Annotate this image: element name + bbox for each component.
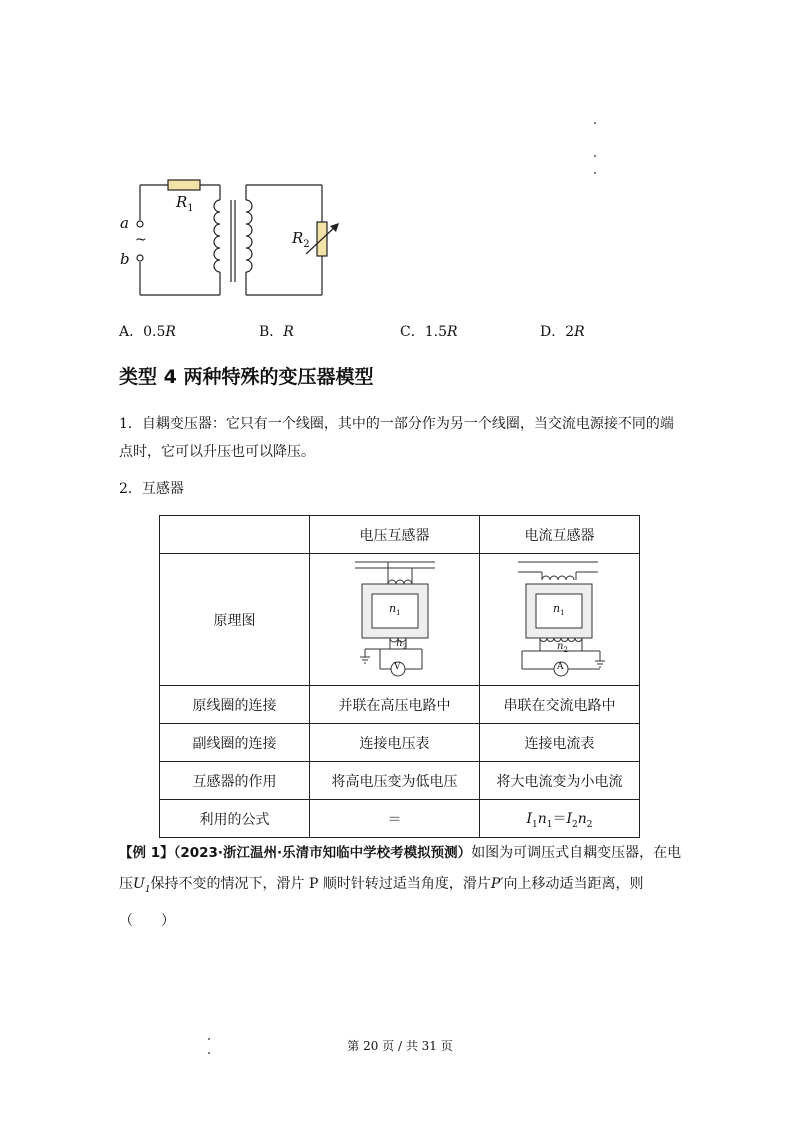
choice-b: B．R bbox=[259, 324, 294, 340]
terminal-b-label: b bbox=[120, 250, 130, 268]
n1-label: $n_1$ bbox=[553, 602, 565, 618]
table-cell: 将大电流变为小电流 bbox=[480, 762, 640, 800]
example-source: （2023·浙江温州·乐清市知临中学校考模拟预测） bbox=[173, 845, 472, 861]
table-header-row bbox=[160, 516, 640, 554]
page-mark bbox=[594, 122, 596, 124]
table-header-cell: 电流互感器 bbox=[480, 516, 640, 554]
section-heading: 类型 4 两种特殊的变压器模型 bbox=[119, 366, 374, 388]
u1-symbol: $U_1$ bbox=[133, 876, 151, 895]
table-cell: 原线圈的连接 bbox=[160, 686, 310, 724]
page-number-footer: 第 20 页 / 共 31 页 bbox=[347, 1039, 453, 1053]
table-header-cell bbox=[160, 516, 310, 554]
example-question: 【例 1】（2023·浙江温州·乐清市知临中学校考模拟预测）如图为可调压式自耦变压器，在电压$U_1$保持不变的情况下，滑片 P 顺时针转过适当角度，滑片P′向上移动适当距离，则（ ） bbox=[119, 845, 682, 929]
resistor-r2-label: $R_2$ bbox=[292, 229, 310, 250]
p-prime-symbol: P′ bbox=[490, 876, 504, 892]
table-cell: 连接电流表 bbox=[480, 724, 640, 762]
current-transformer-diagram-cell bbox=[480, 554, 640, 686]
voltage-transformer-diagram-cell bbox=[310, 554, 480, 686]
table-cell: 并联在高压电路中 bbox=[310, 686, 480, 724]
page-mark bbox=[594, 155, 596, 157]
table-cell: 副线圈的连接 bbox=[160, 724, 310, 762]
instrument-transformer-table bbox=[159, 515, 640, 838]
table-header-cell: 电压互感器 bbox=[310, 516, 480, 554]
table-row bbox=[160, 686, 640, 724]
table-cell: 将高电压变为低电压 bbox=[310, 762, 480, 800]
table-row bbox=[160, 762, 640, 800]
item-autotransformer: 1．自耦变压器：它只有一个线圈，其中的一部分作为另一个线圈，当交流电源接不同的端点时，它可以升压也可以降压。 bbox=[119, 416, 674, 460]
table-cell: 利用的公式 bbox=[160, 800, 310, 838]
n1-label: $n_1$ bbox=[389, 602, 401, 618]
example-tag: 【例 1】 bbox=[119, 845, 174, 861]
table-row bbox=[160, 800, 640, 838]
choice-c: C．1.5R bbox=[400, 324, 458, 340]
choice-d: D．2R bbox=[540, 324, 585, 340]
table-cell: 互感器的作用 bbox=[160, 762, 310, 800]
page-mark bbox=[594, 172, 596, 174]
table-cell: 连接电压表 bbox=[310, 724, 480, 762]
terminal-a-label: a bbox=[120, 214, 129, 232]
voltage-formula-cell: ＝ bbox=[310, 800, 480, 838]
choice-a: A．0.5R bbox=[119, 324, 176, 340]
current-formula-cell: $I_1n_1=I_2n_2$ bbox=[480, 800, 640, 838]
table-row bbox=[160, 554, 640, 686]
table-row bbox=[160, 724, 640, 762]
ac-source-symbol: ~ bbox=[135, 232, 147, 248]
table-cell: 串联在交流电路中 bbox=[480, 686, 640, 724]
table-cell: 原理图 bbox=[160, 554, 310, 686]
item-mutual-inductor: 2．互感器 bbox=[119, 481, 184, 497]
n2-label: $n_2$ bbox=[396, 638, 407, 651]
resistor-r1-label: $R_1$ bbox=[176, 193, 194, 214]
n2-label: $n_2$ bbox=[557, 641, 568, 654]
ammeter-symbol: A bbox=[557, 662, 564, 672]
voltmeter-symbol: V bbox=[394, 662, 401, 672]
